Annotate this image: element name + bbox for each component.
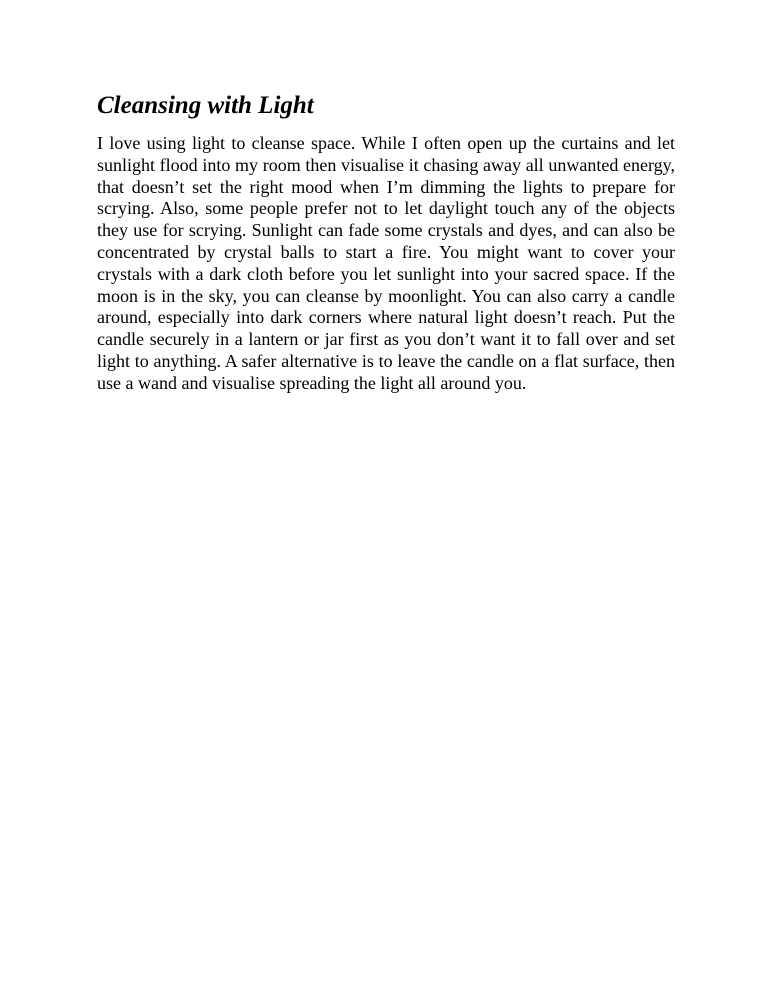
section-heading: Cleansing with Light xyxy=(97,92,314,119)
body-paragraph: I love using light to cleanse space. While I often open up the curtains and let sunlight flood into my room then visualise it chasing away all unwanted energy, that doesn’t set the right mood when I’m dimming the lights to prepare for scrying. Also, some people prefer not to let daylight touch any of the objects they use for scrying. Sunlight can fade some crystals and dyes, and can also be concentrated by crystal balls to start a fire. You might want to cover your crystals with a dark cloth before you let sunlight into your sacred space. If the moon is in the sky, you can cleanse by moonlight. You can also carry a candle around, especially into dark corners where natural light doesn’t reach. Put the candle securely in a lantern or jar first as you don’t want it to fall over and set light to anything. A safer alternative is to leave the candle on a flat surface, then use a wand and visualise spreading the light all around you. xyxy=(97,133,675,393)
